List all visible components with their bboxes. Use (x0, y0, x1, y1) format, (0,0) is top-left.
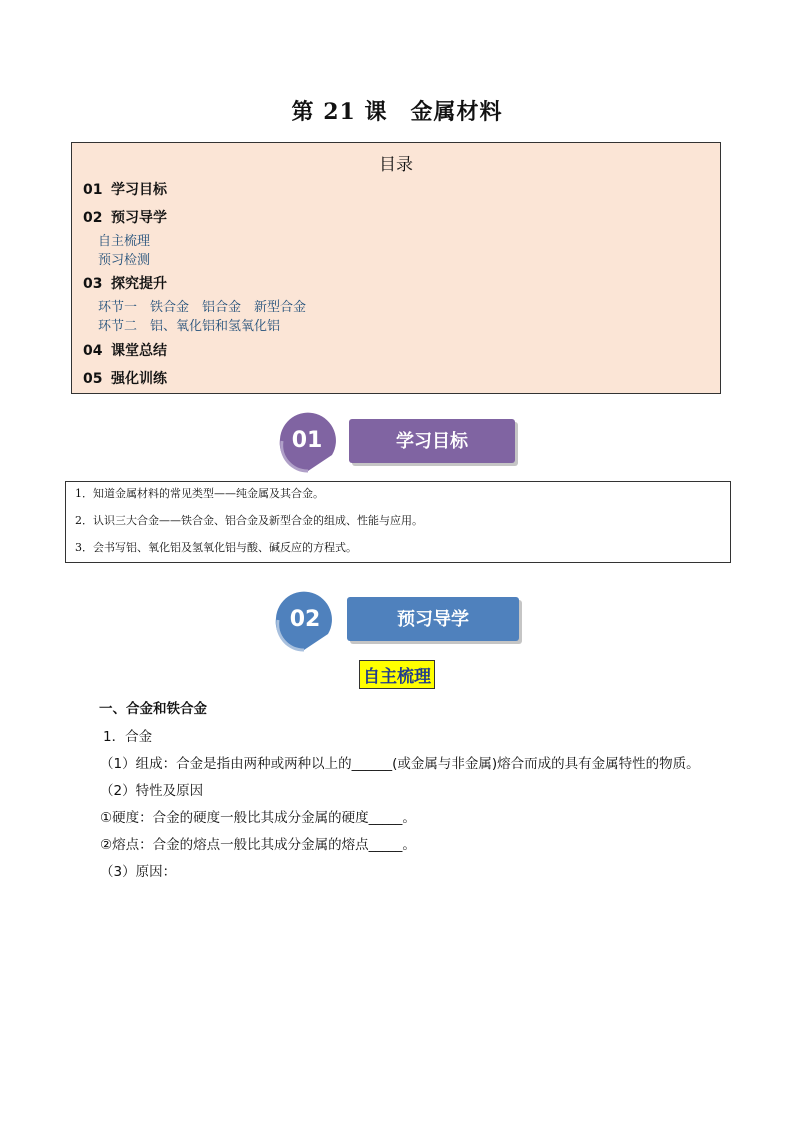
objective-item: 3．会书写铝、氧化铝及氢氧化铝与酸、碱反应的方程式。 (75, 541, 357, 554)
paragraph: （2）特性及原因 (100, 783, 204, 799)
toc-item-label: 预习导学 (111, 210, 167, 226)
toc-item-number: 02 (83, 210, 103, 226)
toc-item-number: 03 (83, 276, 103, 292)
section-badge-02 (266, 584, 530, 654)
toc-item-label: 强化训练 (111, 371, 167, 387)
toc-subitem-preview-check[interactable]: 预习检测 (98, 253, 151, 268)
learning-objectives-box (65, 481, 731, 563)
section-heading: 一、合金和铁合金 (99, 701, 207, 717)
self-review-heading: 自主梳理 (359, 660, 435, 689)
paragraph: ①硬度：合金的硬度一般比其成分金属的硬度_____。 (100, 810, 416, 826)
page-title: 第 21 课 金属材料 (291, 99, 503, 125)
badge-label: 学习目标 (396, 431, 468, 452)
toc-item-number: 04 (83, 343, 103, 359)
paragraph: ②熔点：合金的熔点一般比其成分金属的熔点_____。 (100, 837, 416, 853)
objective-item: 2．认识三大合金——铁合金、铝合金及新型合金的组成、性能与应用。 (75, 514, 423, 527)
toc-item-label: 学习目标 (111, 182, 167, 198)
badge-label: 预习导学 (397, 609, 469, 630)
list-item: 1．合金 (103, 729, 153, 745)
toc-item-03[interactable] (83, 273, 167, 293)
toc-item-number: 05 (83, 371, 103, 387)
table-of-contents (71, 142, 721, 394)
toc-item-02[interactable] (83, 207, 167, 227)
toc-subitem-stage-1[interactable]: 环节一 铁合金 铝合金 新型合金 (98, 300, 307, 315)
toc-subitem-self-review[interactable]: 自主梳理 (98, 234, 151, 249)
toc-item-label: 探究提升 (111, 276, 167, 292)
objective-item: 1．知道金属材料的常见类型——纯金属及其合金。 (75, 487, 324, 500)
toc-subitem-stage-2[interactable]: 环节二 铝、氧化铝和氢氧化铝 (98, 319, 281, 334)
toc-item-label: 课堂总结 (111, 343, 167, 359)
paragraph: （1）组成：合金是指由两种或两种以上的______(或金属与非金属)熔合而成的具有金属特性的物质。 (100, 756, 700, 772)
badge-number: 01 (291, 428, 323, 453)
badge-number: 02 (289, 607, 321, 632)
section-badge-01 (270, 405, 530, 475)
toc-item-04[interactable] (83, 340, 167, 360)
toc-item-01[interactable] (83, 179, 167, 199)
paragraph: （3）原因： (100, 864, 177, 880)
toc-heading: 目录 (379, 155, 413, 175)
toc-item-number: 01 (83, 182, 103, 198)
toc-item-05[interactable] (83, 368, 167, 388)
